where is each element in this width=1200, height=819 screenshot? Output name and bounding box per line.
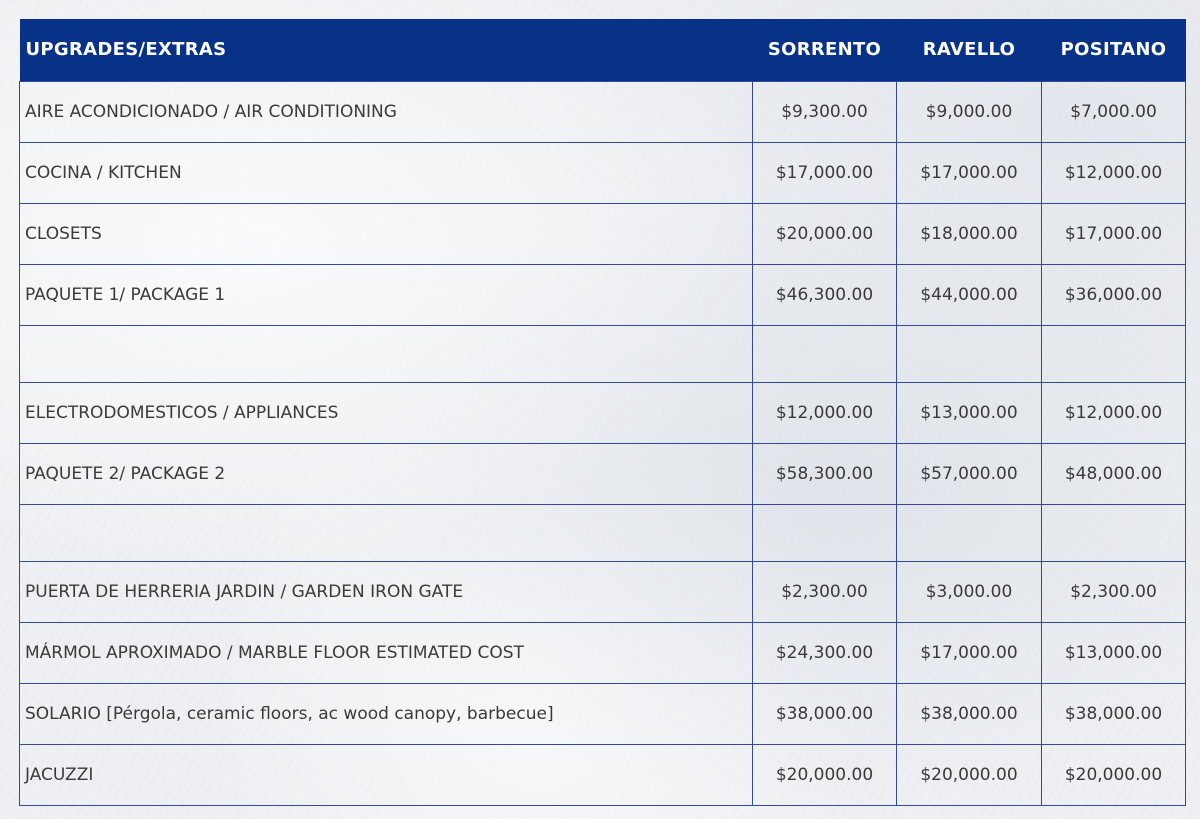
- row-label: ELECTRODOMESTICOS / APPLIANCES: [20, 382, 753, 443]
- empty-cell: [753, 504, 897, 561]
- price-positano: $12,000.00: [1042, 142, 1186, 203]
- table-row-empty: [20, 504, 1186, 561]
- price-positano: $20,000.00: [1042, 744, 1186, 805]
- pricing-sheet: [19, 19, 1185, 806]
- row-label: PUERTA DE HERRERIA JARDIN / GARDEN IRON GATE: [20, 561, 753, 622]
- empty-cell: [20, 325, 753, 382]
- table-row-jacuzzi: [20, 744, 1186, 805]
- empty-cell: [897, 504, 1042, 561]
- table-row-air-conditioning: [20, 81, 1186, 142]
- row-label: JACUZZI: [20, 744, 753, 805]
- price-sorrento: $2,300.00: [753, 561, 897, 622]
- empty-cell: [897, 325, 1042, 382]
- table-body: [20, 81, 1186, 805]
- price-ravello: $44,000.00: [897, 264, 1042, 325]
- row-label: COCINA / KITCHEN: [20, 142, 753, 203]
- empty-cell: [1042, 325, 1186, 382]
- table-row-appliances: [20, 382, 1186, 443]
- row-label: AIRE ACONDICIONADO / AIR CONDITIONING: [20, 81, 753, 142]
- price-sorrento: $9,300.00: [753, 81, 897, 142]
- table-row-solario: [20, 683, 1186, 744]
- row-label: CLOSETS: [20, 203, 753, 264]
- price-ravello: $9,000.00: [897, 81, 1042, 142]
- empty-cell: [1042, 504, 1186, 561]
- price-ravello: $3,000.00: [897, 561, 1042, 622]
- table-row-marble-floor: [20, 622, 1186, 683]
- price-ravello: $13,000.00: [897, 382, 1042, 443]
- price-sorrento: $58,300.00: [753, 443, 897, 504]
- table-row-package-2: [20, 443, 1186, 504]
- price-sorrento: $38,000.00: [753, 683, 897, 744]
- price-positano: $38,000.00: [1042, 683, 1186, 744]
- price-ravello: $57,000.00: [897, 443, 1042, 504]
- price-positano: $7,000.00: [1042, 81, 1186, 142]
- price-sorrento: $12,000.00: [753, 382, 897, 443]
- price-ravello: $38,000.00: [897, 683, 1042, 744]
- table-header: [20, 19, 1186, 81]
- price-positano: $2,300.00: [1042, 561, 1186, 622]
- price-positano: $48,000.00: [1042, 443, 1186, 504]
- price-positano: $12,000.00: [1042, 382, 1186, 443]
- price-sorrento: $20,000.00: [753, 744, 897, 805]
- price-positano: $17,000.00: [1042, 203, 1186, 264]
- row-label: PAQUETE 2/ PACKAGE 2: [20, 443, 753, 504]
- price-sorrento: $24,300.00: [753, 622, 897, 683]
- price-sorrento: $46,300.00: [753, 264, 897, 325]
- header-upgrades-extras: UPGRADES/EXTRAS: [25, 39, 227, 61]
- table-row-empty: [20, 325, 1186, 382]
- header-sorrento: SORRENTO: [767, 39, 882, 61]
- row-label: SOLARIO [Pérgola, ceramic floors, ac wood canopy, barbecue]: [20, 683, 753, 744]
- row-label: PAQUETE 1/ PACKAGE 1: [20, 264, 753, 325]
- table-row-kitchen: [20, 142, 1186, 203]
- price-ravello: $17,000.00: [897, 142, 1042, 203]
- header-row: [20, 19, 1186, 81]
- price-sorrento: $20,000.00: [753, 203, 897, 264]
- price-positano: $13,000.00: [1042, 622, 1186, 683]
- upgrades-table: [19, 19, 1186, 806]
- row-label: MÁRMOL APROXIMADO / MARBLE FLOOR ESTIMATED COST: [20, 622, 753, 683]
- table-row-garden-iron-gate: [20, 561, 1186, 622]
- price-ravello: $20,000.00: [897, 744, 1042, 805]
- header-ravello: RAVELLO: [922, 39, 1016, 61]
- table-row-package-1: [20, 264, 1186, 325]
- price-positano: $36,000.00: [1042, 264, 1186, 325]
- price-sorrento: $17,000.00: [753, 142, 897, 203]
- empty-cell: [20, 504, 753, 561]
- table-row-closets: [20, 203, 1186, 264]
- price-ravello: $18,000.00: [897, 203, 1042, 264]
- header-positano: POSITANO: [1060, 39, 1167, 61]
- price-ravello: $17,000.00: [897, 622, 1042, 683]
- empty-cell: [753, 325, 897, 382]
